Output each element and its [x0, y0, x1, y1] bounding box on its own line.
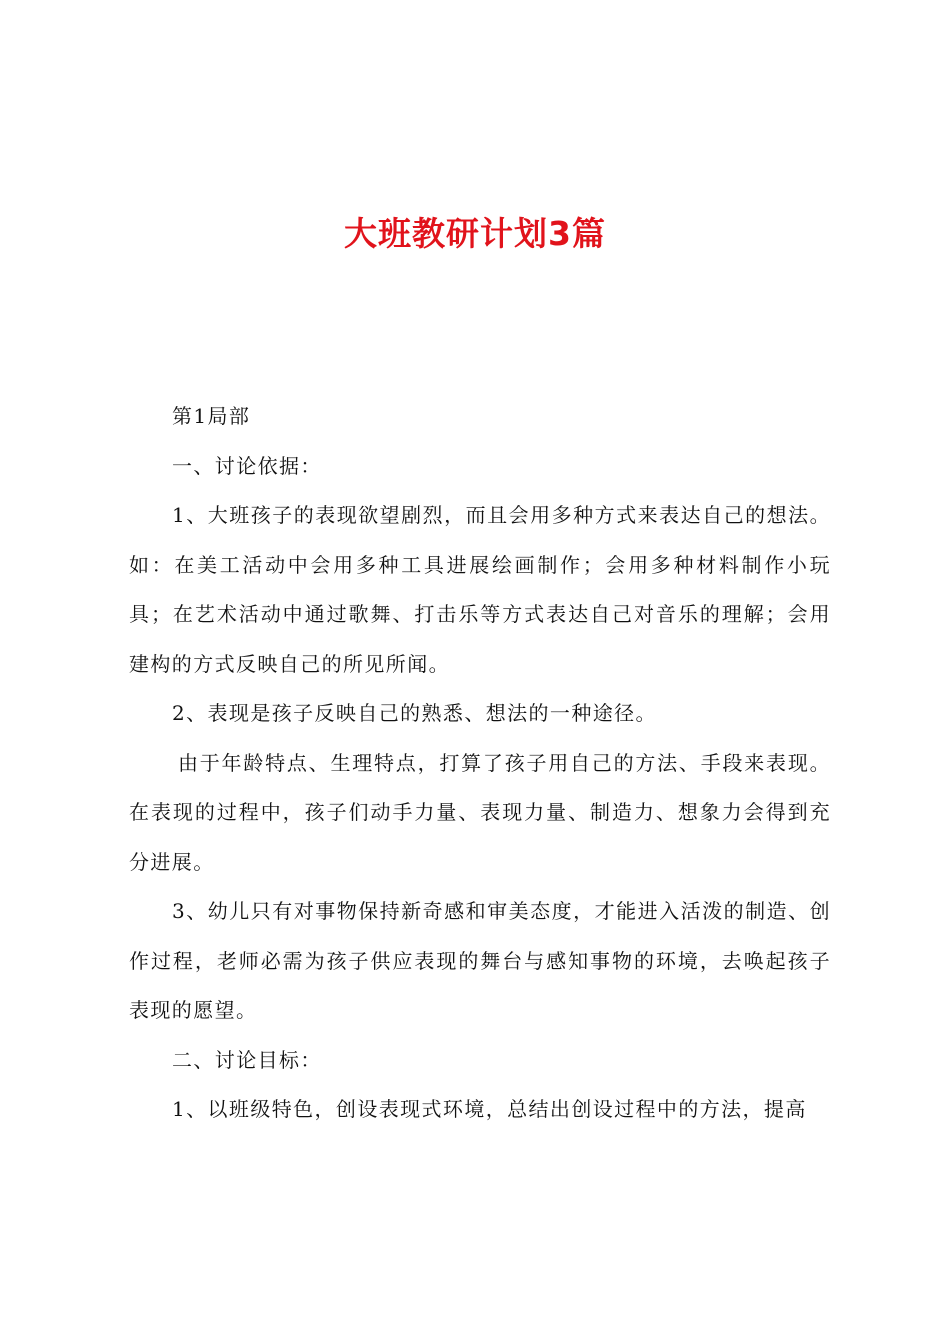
paragraph-basis-2: 2、表现是孩子反映自己的熟悉、想法的一种途径。 [172, 701, 657, 725]
document-body [129, 392, 831, 1135]
paragraph-basis-2-detail: 由于年龄特点、生理特点，打算了孩子用自己的方法、手段来表现。在表现的过程中，孩子们动手力量、表现力量、制造力、想象力会得到充分进展。 [129, 750, 831, 874]
section-heading-part-1: 第1局部 [172, 404, 251, 428]
paragraph-goal-1: 1、以班级特色，创设表现式环境，总结出创设过程中的方法，提高 [172, 1097, 807, 1121]
paragraph-basis-3: 3、幼儿只有对事物保持新奇感和审美态度，才能进入活泼的制造、创作过程，老师必需为孩子供应表现的舞台与感知事物的环境，去唤起孩子表现的愿望。 [129, 899, 831, 1022]
section-heading-basis: 一、讨论依据： [172, 453, 322, 478]
section-heading-goals: 二、讨论目标： [172, 1047, 322, 1072]
document-title: 大班教研计划3篇 [344, 214, 606, 253]
paragraph-basis-1: 1、大班孩子的表现欲望剧烈，而且会用多种方式来表达自己的想法。如：在美工活动中会用多种工具进展绘画制作；会用多种材料制作小玩具；在艺术活动中通过歌舞、打击乐等方式表达自己对音乐的理解；会用建构的方式反映自己的所见所闻。 [129, 503, 831, 676]
